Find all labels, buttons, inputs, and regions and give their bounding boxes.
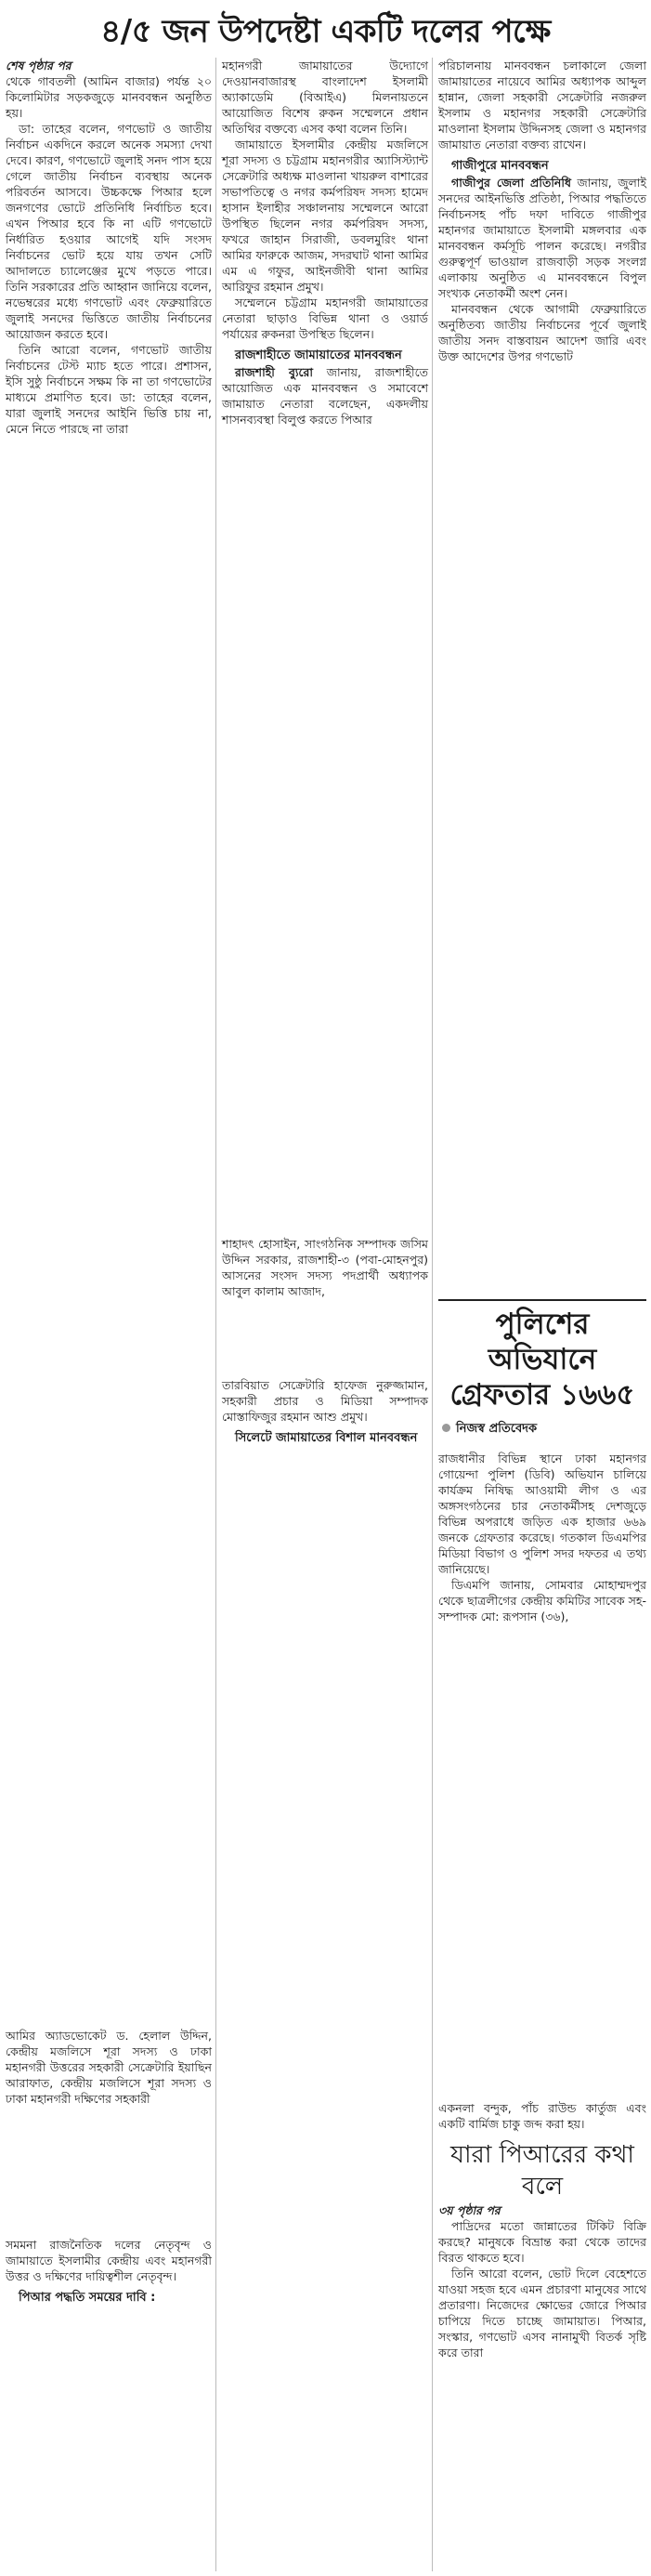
police-arrest-article [438,1299,646,1624]
paragraph: পরিচালনায় মানববন্ধন চলাকালে জেলা জামায়াতের নায়েবে আমির অধ্যাপক আব্দুল হান্নান, জেলা সহকারী সেক্রেটারি নজরুল ইসলাম ও মহানগর সহকারী সেক্রেটারি মাওলানা ইসলাম উদ্দিনসহ জেলা ও মহানগর জামায়াত নেতারা বক্তব্য রাখেন। [438,59,646,151]
subhead: পিআর পদ্ধতি সময়ের দাবি : [19,2291,156,2305]
article-headline: পুলিশের অভিযানে [488,1308,597,1376]
divider [438,1299,646,1301]
paragraph: শাহাদৎ হোসাইন, সাংগঠনিক সম্পাদক জসিম উদ্দিন সরকার, রাজশাহী-৩ (পবা-মোহনপুর) আসনের সংসদ সদস্য পদপ্রার্থী অধ্যাপক আবুল কালাম আজাদ, [222,1237,428,1298]
byline: রাজশাহী ব্যুরো [235,365,314,379]
article-headline: গ্রেফতার ১৬৬৫ [449,1378,635,1412]
paragraph: মানববন্ধন থেকে আগামী ফেব্রুয়ারিতে অনুষ্ঠিতব্য জাতীয় নির্বাচনের পূর্বে জুলাই জাতীয় সনদ বাস্তবায়ন আদেশ জারি এবং উক্ত আদেশের উপর গণভোট [438,302,646,363]
bullet-icon [442,1424,450,1432]
paragraph: মহানগরী জামায়াতের উদ্যোগে দেওয়ানবাজারস্থ বাংলাদেশ ইসলামী অ্যাকাডেমি (বিআইএ) মিলনায়তনে আয়োজিত বিশেষ রুকন সম্মেলনে প্রধান অতিথির বক্তব্যে এসব কথা বলেন তিনি। [222,59,428,136]
column-2 [222,58,428,2571]
byline: গাজীপুর জেলা প্রতিনিধি [451,176,571,190]
paragraph: জানায়, রাজশাহীতে আয়োজিত এক মানববন্ধন ও সমাবেশে জামায়াত নেতারা বলেছেন, একদলীয় শাসনব্যবস্থা বিলুপ্ত করতে পিআর [222,365,428,427]
paragraph: ডা: তাহের বলেন, গণভোট ও জাতীয় নির্বাচন একদিনে করলে অনেক সমস্যা দেখা দেবে। কারণ, গণভোটে জুলাই সনদ পাস হয়ে গেলে জাতীয় নির্বাচন ব্যবস্থায় অনেক পরিবর্তন আসবে। উচ্চকক্ষে পিআর হলে জনগণের ভোটে প্রতিনিধি নির্বাচিত হবে। এখন পিআর হবে কি না এটি গণভোটে নির্ধারিত হওয়ার আগেই যদি সংসদ নির্বাচনের ভোট হয়ে যায় তখন সেটি আদালতে চ্যালেঞ্জের মুখে পড়তে পারে। তিনি সরকারের প্রতি আহ্বান জানিয়ে বলেন, নভেম্বরের মধ্যে গণভোট এবং ফেব্রুয়ারিতে জুলাই সনদের ভিত্তিতে জাতীয় নির্বাচনের আয়োজন করতে হবে। [6,122,212,341]
paragraph: আমির অ্যাডভোকেট ড. হেলাল উদ্দিন, কেন্দ্রীয় মজলিসে শূরা সদস্য ও ঢাকা মহানগরী উত্তরের সহকারী সেক্রেটারি ইয়াছিন আরাফাত, কেন্দ্রীয় মজলিসে শূরা সদস্য ও ঢাকা মহানগরী দক্ষিণের সহকারী [6,2029,212,2106]
column-divider [215,58,216,2571]
continued-kicker: ৩য় পৃষ্ঠার পর [438,2203,501,2217]
subhead-gazipur: গাজীপুরে মানববন্ধন [451,159,549,173]
paragraph: সমমনা রাজনৈতিক দলের নেতৃবৃন্দ ও জামায়াতে ইসলামীর কেন্দ্রীয় এবং মহানগরী উত্তর ও দক্ষিণের দায়িত্বশীল নেতৃবৃন্দ। [6,2238,212,2283]
paragraph: সম্মেলনে চট্টগ্রাম মহানগরী জামায়াতের নেতারা ছাড়াও বিভিন্ন থানা ও ওয়ার্ড পর্যায়ের রুকনরা উপস্থিত ছিলেন। [222,296,428,341]
subhead-rajshahi: রাজশাহীতে জামায়াতের মানববন্ধন [235,348,402,362]
page-headline: ৪/৫ জন উপদেষ্টা একটি দলের পক্ষে [100,13,551,50]
reporter: নিজস্ব প্রতিবেদক [456,1422,538,1436]
column-3 [438,58,646,2571]
column-1 [6,58,212,2571]
paragraph: তিনি আরো বলেন, ভোট দিলে বেহেশতে যাওয়া সহজ হবে এমন প্রচারণা মানুষের সাথে প্রতারণা। নিজেদের ক্ষোভের জোরে পিআর চাপিয়ে দিতে চাচ্ছে জামায়াত। পিআর, সংস্কার, গণভোট এসব নানামুখী বিতর্ক সৃষ্টি করে তারা [438,2267,646,2359]
paragraph: রাজধানীর বিভিন্ন স্থানে ঢাকা মহানগর গোয়েন্দা পুলিশ (ডিবি) অভিযান চালিয়ে কার্যক্রম নিষিদ্ধ আওয়ামী লীগ ও এর অঙ্গসংগঠনের চার নেতাকর্মীসহ দেশজুড়ে বিভিন্ন অপরাধে জড়িত এক হাজার ৬৬৯ জনকে গ্রেফতার করেছে। গতকাল ডিএমপির মিডিয়া বিভাগ ও পুলিশ সদর দফতর এ তথ্য জানিয়েছে। [438,1452,646,1576]
paragraph: থেকে গাবতলী (আমিন বাজার) পর্যন্ত ২০ কিলোমিটার সড়কজুড়ে মানববন্ধন অনুষ্ঠিত হয়। [6,74,212,120]
paragraph: তারবিয়াত সেক্রেটারি হাফেজ নুরুজ্জামান, সহকারী প্রচার ও মিডিয়া সম্পাদক মোস্তাফিজুর রহমান আশু প্রমুখ। [222,1378,428,1424]
subhead-sylhet: সিলেটে জামায়াতের বিশাল মানববন্ধন [235,1431,418,1445]
paragraph: জামায়াতে ইসলামীর কেন্দ্রীয় মজলিসে শূরা সদস্য ও চট্টগ্রাম মহানগরীর অ্যাসিস্ট্যান্ট সেক্রেটারি অধ্যক্ষ মাওলানা খায়রুল বাশারের সভাপতিত্বে ও নগর কর্মপরিষদ সদস্য হামেদ হাসান ইলাহীর সঞ্চালনায় সম্মেলনে আরো উপস্থিত ছিলেন নগর কর্মপরিষদ সদস্য, ফখরে জাহান সিরাজী, ডবলমুরিং থানা আমির ফারুকে আজম, সদরঘাট থানা আমির এম এ গফুর, আইনজীবী থানা আমির আরিফুর রহমান প্রমুখ। [222,138,428,294]
article-headline: যারা পিআরের কথা বলে [450,2141,634,2201]
paragraph: তিনি আরো বলেন, গণভোট জাতীয় নির্বাচনের টেস্ট ম্যাচ হতে পারে। প্রশাসন, ইসি সুষ্ঠু নির্বাচনে সক্ষম কি না তা গণভোটের মাধ্যমে প্রমাণিত হবে। ডা: তাহের বলেন, যারা জুলাই সনদের আইনি ভিত্তি চায় না, মেনে নিতে পারছে না তারা [6,343,212,436]
column-divider [432,58,433,2571]
paragraph: একনলা বন্দুক, পাঁচ রাউন্ড কার্তুজ এবং একটি বার্মিজ চাকু জব্দ করা হয়। [438,2101,646,2131]
paragraph: জানায়, জুলাই সনদের আইনভিত্তি প্রতিষ্ঠা, পিআর পদ্ধতিতে নির্বাচনসহ পাঁচ দফা দাবিতে গাজীপুর মহানগর জামায়াতে ইসলামী মঙ্গলবার এক মানববন্ধন কর্মসূচি পালন করেছে। নগরীর গুরুত্বপূর্ণ ভাওয়াল রাজবাড়ী সড়ক সংলগ্ন এলাকায় অনুষ্ঠিত এ মানববন্ধনে বিপুল সংখ্যক নেতাকর্মী অংশ নেন। [438,176,646,300]
paragraph: পাদ্রিদের মতো জান্নাতের টিকিট বিক্রি করছে? মানুষকে বিভ্রান্ত করা থেকে তাদের বিরত থাকতে হবে। [438,2219,646,2265]
continued-kicker: শেষ পৃষ্ঠার পর [6,59,72,72]
paragraph: ডিএমপি জানায়, সোমবার মোহাম্মদপুর থেকে ছাত্রলীগের কেন্দ্রীয় কমিটির সাবেক সহ-সম্পাদক মো: রূপসান (৩৬), [438,1578,646,1623]
